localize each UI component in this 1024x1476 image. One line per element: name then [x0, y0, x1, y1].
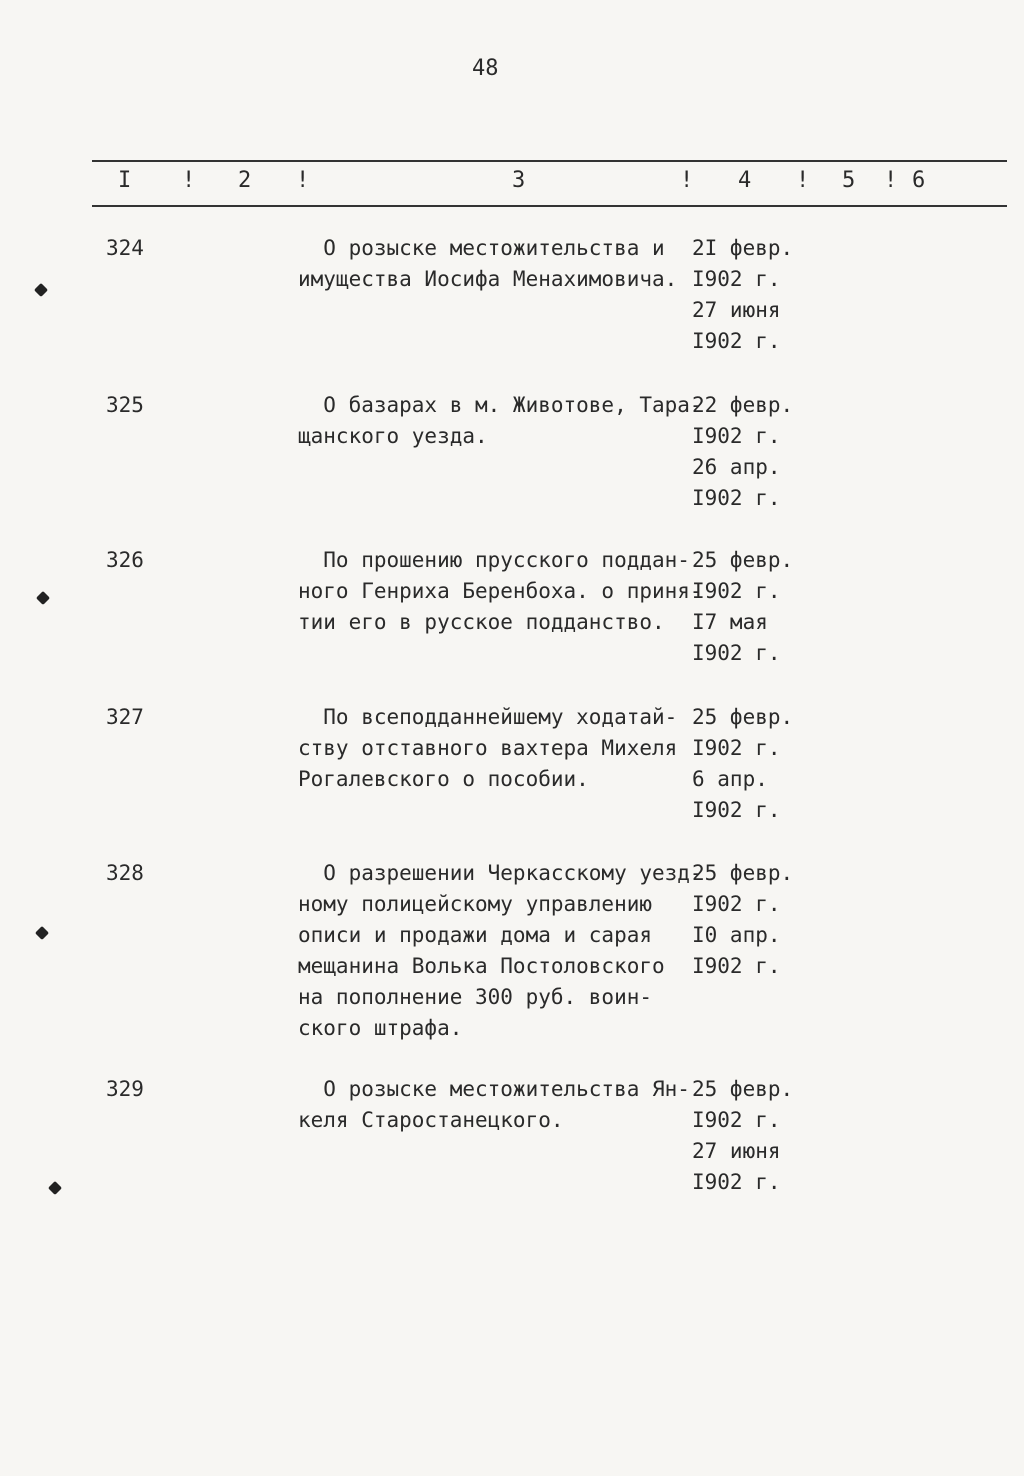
date-end-day: 6 апр. [692, 767, 768, 791]
description-line: О розыске местожительства Ян- [298, 1077, 690, 1101]
record-number: 328 [106, 861, 144, 885]
column-header-3: 3 [512, 168, 526, 193]
description-line: ству отставного вахтера Михеля [298, 736, 678, 760]
description-line: описи и продажи дома и сарая [298, 923, 653, 947]
record-dates [692, 858, 822, 982]
description-line: тии его в русское подданство. [298, 610, 665, 634]
column-header-5: 5 [842, 168, 856, 193]
record-number: 325 [106, 393, 144, 417]
record-dates [692, 233, 822, 357]
record-description [298, 702, 693, 795]
record-number: 327 [106, 705, 144, 729]
description-line: О розыске местожительства и [298, 236, 665, 260]
record-number: 324 [106, 236, 144, 260]
date-start-day: 25 февр. [692, 861, 794, 885]
date-start-day: 22 февр. [692, 393, 794, 417]
record-description [298, 545, 703, 638]
date-end-year: I902 г. [692, 798, 781, 822]
record-dates [692, 1074, 822, 1198]
column-separator: ! [884, 168, 898, 193]
column-separator: ! [296, 168, 310, 193]
record-description [298, 1074, 693, 1136]
description-line: По всеподданнейшему ходатай- [298, 705, 678, 729]
record-number: 329 [106, 1077, 144, 1101]
description-line: О базарах в м. Животове, Тара- [298, 393, 703, 417]
description-line: мещанина Волька Постоловского [298, 954, 665, 978]
column-header-2: 2 [238, 168, 252, 193]
date-start-year: I902 г. [692, 579, 781, 603]
description-line: ского штрафа. [298, 1016, 463, 1040]
binding-hole-mark [48, 1181, 62, 1195]
record-description [298, 858, 703, 1044]
binding-hole-mark [36, 591, 50, 605]
description-line: келя Старостанецкого. [298, 1108, 564, 1132]
description-line: ного Генриха Беренбоха. о приня- [298, 579, 703, 603]
description-line: По прошению прусского поддан- [298, 548, 690, 572]
table-header-rule [92, 205, 1007, 207]
date-end-year: I902 г. [692, 1170, 781, 1194]
column-header-6: 6 [912, 168, 926, 193]
column-header-4: 4 [738, 168, 752, 193]
date-start-day: 25 февр. [692, 548, 794, 572]
date-start-year: I902 г. [692, 736, 781, 760]
description-line: Рогалевского о пособии. [298, 767, 589, 791]
date-end-day: I0 апр. [692, 923, 781, 947]
date-start-year: I902 г. [692, 267, 781, 291]
record-number: 326 [106, 548, 144, 572]
date-end-year: I902 г. [692, 486, 781, 510]
record-dates [692, 545, 822, 669]
description-line: на пополнение 300 руб. воин- [298, 985, 653, 1009]
description-line: ному полицейскому управлению [298, 892, 653, 916]
record-dates [692, 702, 822, 826]
date-end-year: I902 г. [692, 954, 781, 978]
record-description [298, 390, 703, 452]
description-line: щанского уезда. [298, 424, 488, 448]
page-number: 48 [472, 56, 499, 81]
date-end-day: 27 июня [692, 1139, 781, 1163]
date-end-year: I902 г. [692, 329, 781, 353]
record-description [298, 233, 693, 295]
description-line: имущества Иосифа Менахимовича. [298, 267, 678, 291]
binding-hole-mark [34, 283, 48, 297]
date-start-year: I902 г. [692, 424, 781, 448]
column-header-1: I [118, 168, 132, 193]
date-end-year: I902 г. [692, 641, 781, 665]
column-separator: ! [796, 168, 810, 193]
date-end-day: I7 мая [692, 610, 768, 634]
description-line: О разрешении Черкасскому уезд- [298, 861, 703, 885]
column-separator: ! [182, 168, 196, 193]
table-top-rule [92, 160, 1007, 162]
date-start-day: 2I февр. [692, 236, 794, 260]
date-start-day: 25 февр. [692, 705, 794, 729]
date-end-day: 26 апр. [692, 455, 781, 479]
binding-hole-mark [35, 926, 49, 940]
date-start-day: 25 февр. [692, 1077, 794, 1101]
date-end-day: 27 июня [692, 298, 781, 322]
date-start-year: I902 г. [692, 892, 781, 916]
date-start-year: I902 г. [692, 1108, 781, 1132]
column-separator: ! [680, 168, 694, 193]
record-dates [692, 390, 822, 514]
